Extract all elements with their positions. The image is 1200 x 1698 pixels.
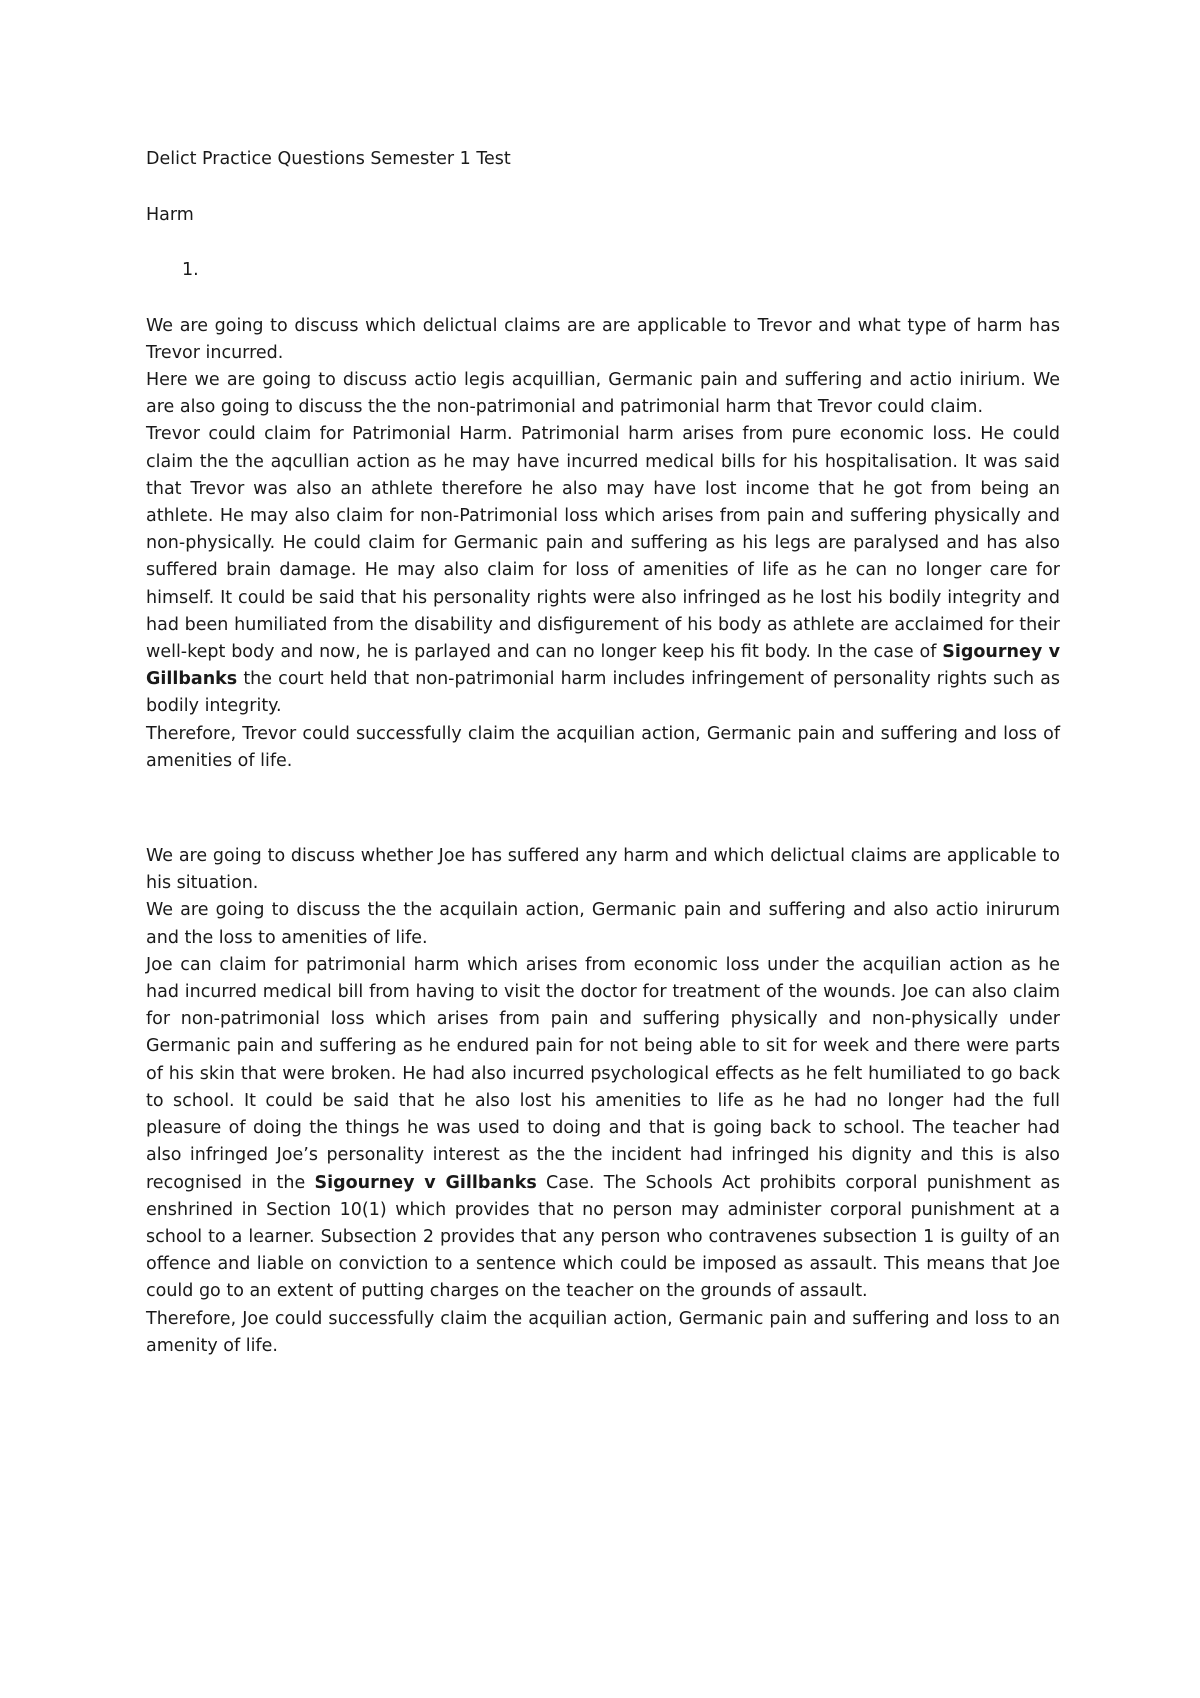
- question-number: 1.: [182, 260, 199, 281]
- case-citation: Sigourney v Gillbanks: [314, 1172, 537, 1193]
- case-citation: Sigourney v Gillbanks: [146, 642, 1060, 690]
- answer-trevor: [146, 313, 1060, 775]
- text-run: Joe can claim for patrimonial harm which arises from economic loss under the acquilian action as he had incurred medical bill from having to visit the doctor for treatment of the wounds. Joe can also claim for non-patrimonial loss which arises from pain and suffering physically and non-physically under Germanic pain and suffering as he endured pain for not being able to sit for week and there were parts of his skin that were broken. He had also incurred psychological effects as he felt humiliated to go back to school. It could be said that he also lost his amenities to life as he had no longer had the full pleasure of doing the things he was used to doing and that is going back to school. The teacher had also infringed Joe’s personality interest as the the incident had infringed his dignity and this is also recognised in the: [146, 954, 1060, 1193]
- section-heading: Harm: [146, 205, 194, 226]
- paragraph: We are going to discuss which delictual claims are are applicable to Trevor and what type of harm has Trevor incurred.: [146, 315, 1060, 363]
- conclusion-paragraph: Therefore, Joe could successfully claim the acquilian action, Germanic pain and suffering and loss to an amenity of life.: [146, 1308, 1060, 1356]
- document-title: Delict Practice Questions Semester 1 Test: [146, 149, 511, 169]
- answer-joe: [146, 843, 1060, 1360]
- paragraph: We are going to discuss whether Joe has suffered any harm and which delictual claims are applicable to his situation.: [146, 846, 1060, 894]
- text-run: the court held that non-patrimonial harm includes infringement of personality rights such as bodily integrity.: [146, 669, 1060, 717]
- paragraph: Here we are going to discuss actio legis acquillian, Germanic pain and suffering and actio inirium. We are also going to discuss the the non-patrimonial and patrimonial harm that Trevor could claim.: [146, 370, 1060, 418]
- document-page: [146, 146, 1060, 1360]
- conclusion-paragraph: Therefore, Trevor could successfully claim the acquilian action, Germanic pain and suffering and loss of amenities of life.: [146, 723, 1060, 771]
- text-run: Trevor could claim for Patrimonial Harm. Patrimonial harm arises from pure economic loss. He could claim the the aqcullian action as he may have incurred medical bills for his hospitalisation. It was said that Trevor was also an athlete therefore he also may have lost income that he got from being an athlete. He may also claim for non-Patrimonial loss which arises from pain and suffering physically and non-physically. He could claim for Germanic pain and suffering as his legs are paralysed and has also suffered brain damage. He may also claim for loss of amenities of life as he can no longer care for himself. It could be said that his personality rights were also infringed as he lost his bodily integrity and had been humiliated from the disability and disfigurement of his body as athlete are acclaimed for their well-kept body and now, he is parlayed and can no longer keep his fit body. In the case of: [146, 424, 1060, 663]
- paragraph: [146, 421, 1060, 720]
- text-run: Case. The Schools Act prohibits corporal punishment as enshrined in Section 10(1) which provides that no person may administer corporal punishment at a school to a learner. Subsection 2 provides that any person who contravenes subsection 1 is guilty of an offence and liable on conviction to a sentence which could be imposed as assault. This means that Joe could go to an extent of putting charges on the teacher on the grounds of assault.: [146, 1172, 1060, 1302]
- spacer: [146, 775, 1060, 843]
- paragraph: We are going to discuss the the acquilain action, Germanic pain and suffering and also actio inirurum and the loss to amenities of life.: [146, 900, 1060, 948]
- paragraph: [146, 952, 1060, 1306]
